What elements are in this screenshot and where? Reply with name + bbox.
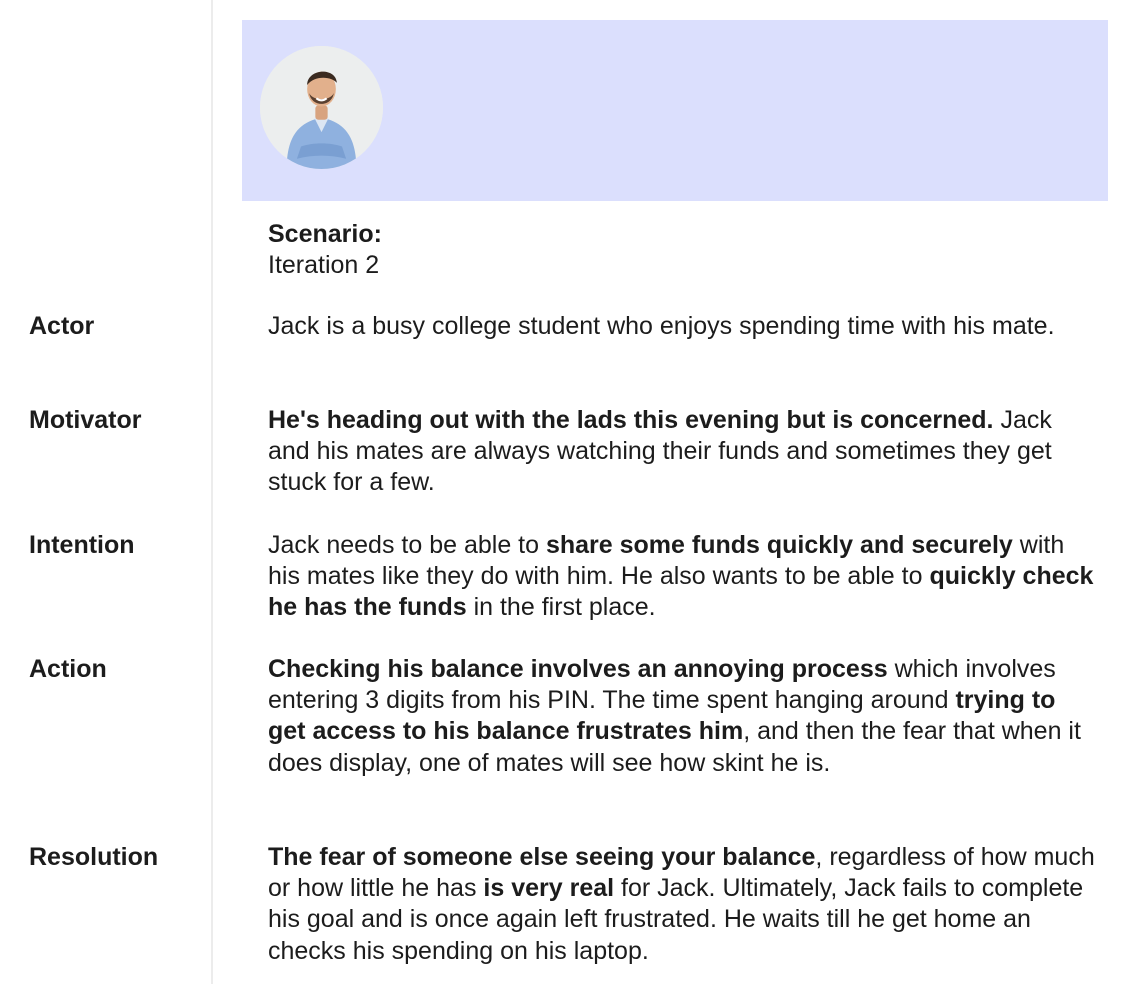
row-label-intention: Intention bbox=[29, 531, 135, 559]
action-text-2: , and then the fear that when it does display, one of mates will see how skint he is. bbox=[268, 717, 1081, 777]
row-text-actor bbox=[268, 311, 1098, 342]
persona-banner bbox=[242, 20, 1108, 201]
row-text-motivator bbox=[268, 405, 1098, 499]
action-bold-text-1: Checking his balance involves an annoying process bbox=[268, 655, 888, 683]
action-bold-text-2: trying to get access to his balance frustrates him bbox=[268, 686, 1056, 746]
resolution-bold-text-2: is very real bbox=[483, 874, 615, 903]
resolution-text-2: for Jack. Ultimately, Jack fails to complete his goal and is once again left frustrated. He waits till he get home an checks his spending on his laptop. bbox=[268, 874, 1084, 965]
intention-bold-text-2: quickly check he has the funds bbox=[268, 562, 1094, 622]
actor-text: Jack is a busy college student who enjoys spending time with his mate. bbox=[268, 312, 1055, 340]
column-divider bbox=[211, 0, 213, 984]
row-label-resolution: Resolution bbox=[29, 843, 159, 871]
intention-text-1: Jack needs to be able to bbox=[268, 531, 546, 559]
row-text-resolution bbox=[268, 842, 1098, 967]
action-text-1: which involves entering 3 digits from his PIN. The time spent hanging around bbox=[268, 655, 1056, 715]
motivator-text: Jack and his mates are always watching their funds and sometimes they get stuck for a few. bbox=[268, 406, 1052, 497]
avatar bbox=[260, 46, 383, 169]
intention-text-3: in the first place. bbox=[466, 593, 656, 622]
resolution-bold-text-1: The fear of someone else seeing your balance bbox=[268, 843, 816, 871]
row-label-action: Action bbox=[29, 655, 107, 683]
resolution-text-1: , regardless of how much or how little he has bbox=[268, 843, 1095, 903]
scenario-block bbox=[268, 219, 382, 281]
scenario-label: Scenario: bbox=[268, 220, 382, 248]
intention-text-2: with his mates like they do with him. He also wants to be able to bbox=[268, 531, 1065, 591]
scenario-value: Iteration 2 bbox=[268, 251, 380, 279]
motivator-bold-text: He's heading out with the lads this evening but is concerned. bbox=[268, 406, 994, 434]
row-text-action bbox=[268, 654, 1098, 779]
row-label-actor: Actor bbox=[29, 312, 95, 340]
row-text-intention bbox=[268, 530, 1098, 624]
row-label-motivator: Motivator bbox=[29, 406, 142, 434]
person-portrait-icon bbox=[260, 46, 383, 169]
intention-bold-text-1: share some funds quickly and securely bbox=[545, 531, 1013, 559]
